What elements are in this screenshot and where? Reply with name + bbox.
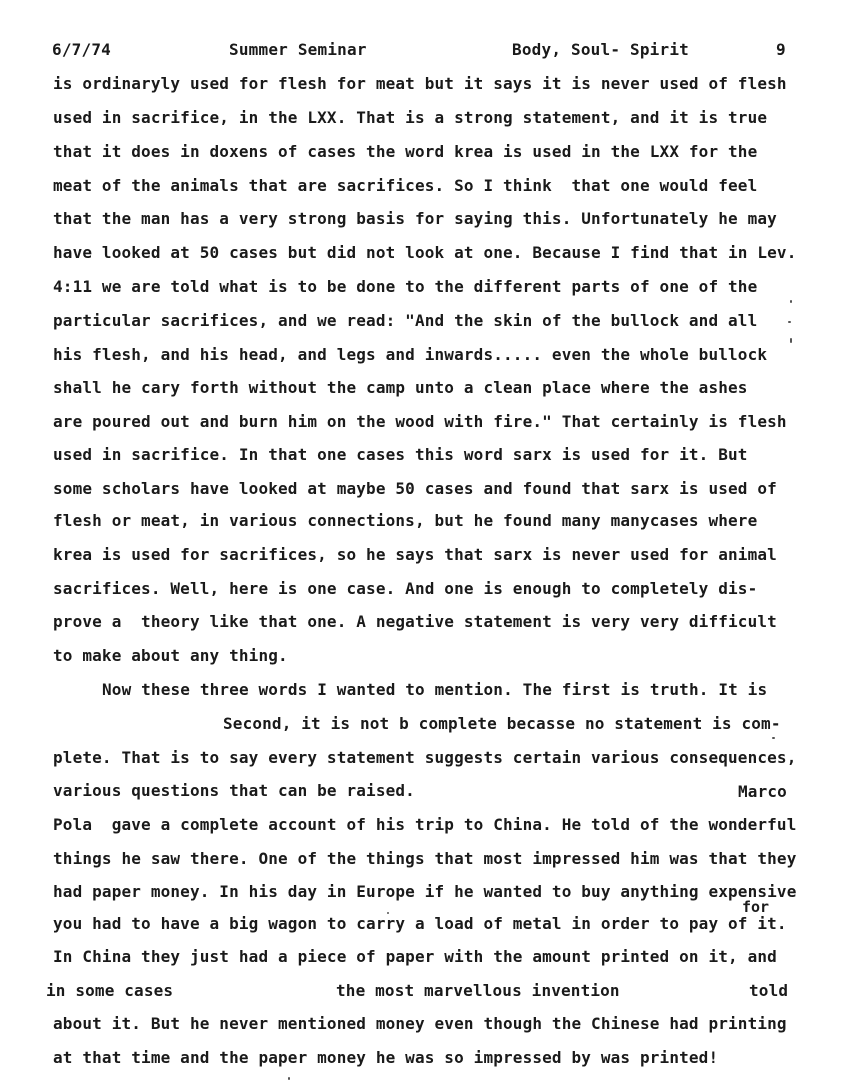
body-line-fragment: the most marvellous invention (336, 981, 620, 1000)
body-line: about it. But he never mentioned money even though the Chinese had printing (53, 1014, 787, 1033)
body-line: some scholars have looked at maybe 50 cases and found that sarx is used of (53, 479, 777, 498)
body-line: particular sacrifices, and we read: "And the skin of the bullock and all (53, 311, 758, 330)
body-line-fragment: in some cases (46, 981, 174, 1000)
body-line: In China they just had a piece of paper with the amount printed on it, and (53, 947, 777, 966)
body-line: Pola gave a complete account of his trip to China. He told of the wonderful (53, 815, 797, 834)
body-line: his flesh, and his head, and legs and inwards..... even the whole bullock (53, 345, 768, 364)
header-seminar: Summer Seminar (229, 40, 367, 59)
body-line: to make about any thing. (53, 646, 288, 665)
body-line: you had to have a big wagon to carry a load of metal in order to pay of it. (53, 914, 787, 933)
interlinear-correction: for (742, 898, 770, 916)
header-date: 6/7/74 (52, 40, 111, 59)
body-line-fragment: told (749, 981, 789, 1000)
paragraph-start-line: Now these three words I wanted to mention. The first is truth. It is (102, 680, 768, 699)
body-line: meat of the animals that are sacrifices. So I think that one would feel (53, 176, 758, 195)
scan-speck (288, 1077, 290, 1080)
body-line: prove a theory like that one. A negative statement is very very difficult (53, 612, 777, 631)
scan-speck (772, 737, 775, 739)
body-line: that it does in doxens of cases the word krea is used in the LXX for the (53, 142, 758, 161)
body-line: plete. That is to say every statement suggests certain various consequences, (53, 748, 797, 767)
body-line-fragment: Marco (738, 782, 787, 801)
body-line: had paper money. In his day in Europe if he wanted to buy anything expensive (53, 882, 797, 901)
scan-speck (790, 300, 792, 303)
body-line: Second, it is not b complete becasse no statement is com- (223, 714, 781, 733)
scan-speck (790, 338, 792, 343)
body-line: krea is used for sacrifices, so he says that sarx is never used for animal (53, 545, 777, 564)
body-line: sacrifices. Well, here is one case. And one is enough to completely dis- (53, 579, 758, 598)
body-line: used in sacrifice. In that one cases this word sarx is used for it. But (53, 445, 748, 464)
body-line: things he saw there. One of the things that most impressed him was that they (53, 849, 797, 868)
body-line: have looked at 50 cases but did not look at one. Because I find that in Lev. (53, 243, 797, 262)
body-line: various questions that can be raised. (53, 781, 415, 800)
body-line: 4:11 we are told what is to be done to the different parts of one of the (53, 277, 758, 296)
body-line: flesh or meat, in various connections, but he found many manycases where (53, 511, 758, 530)
body-line: shall he cary forth without the camp unto a clean place where the ashes (53, 378, 748, 397)
body-line: at that time and the paper money he was so impressed by was printed! (53, 1048, 719, 1067)
body-line: is ordinaryly used for flesh for meat but it says it is never used of flesh (53, 74, 787, 93)
body-line: used in sacrifice, in the LXX. That is a strong statement, and it is true (53, 108, 768, 127)
body-line: are poured out and burn him on the wood with fire." That certainly is flesh (53, 412, 787, 431)
header-topic: Body, Soul- Spirit (512, 40, 689, 59)
body-line: that the man has a very strong basis for saying this. Unfortunately he may (53, 209, 777, 228)
scan-speck (387, 912, 389, 914)
header-page-number: 9 (776, 40, 786, 59)
scan-speck (788, 321, 791, 323)
